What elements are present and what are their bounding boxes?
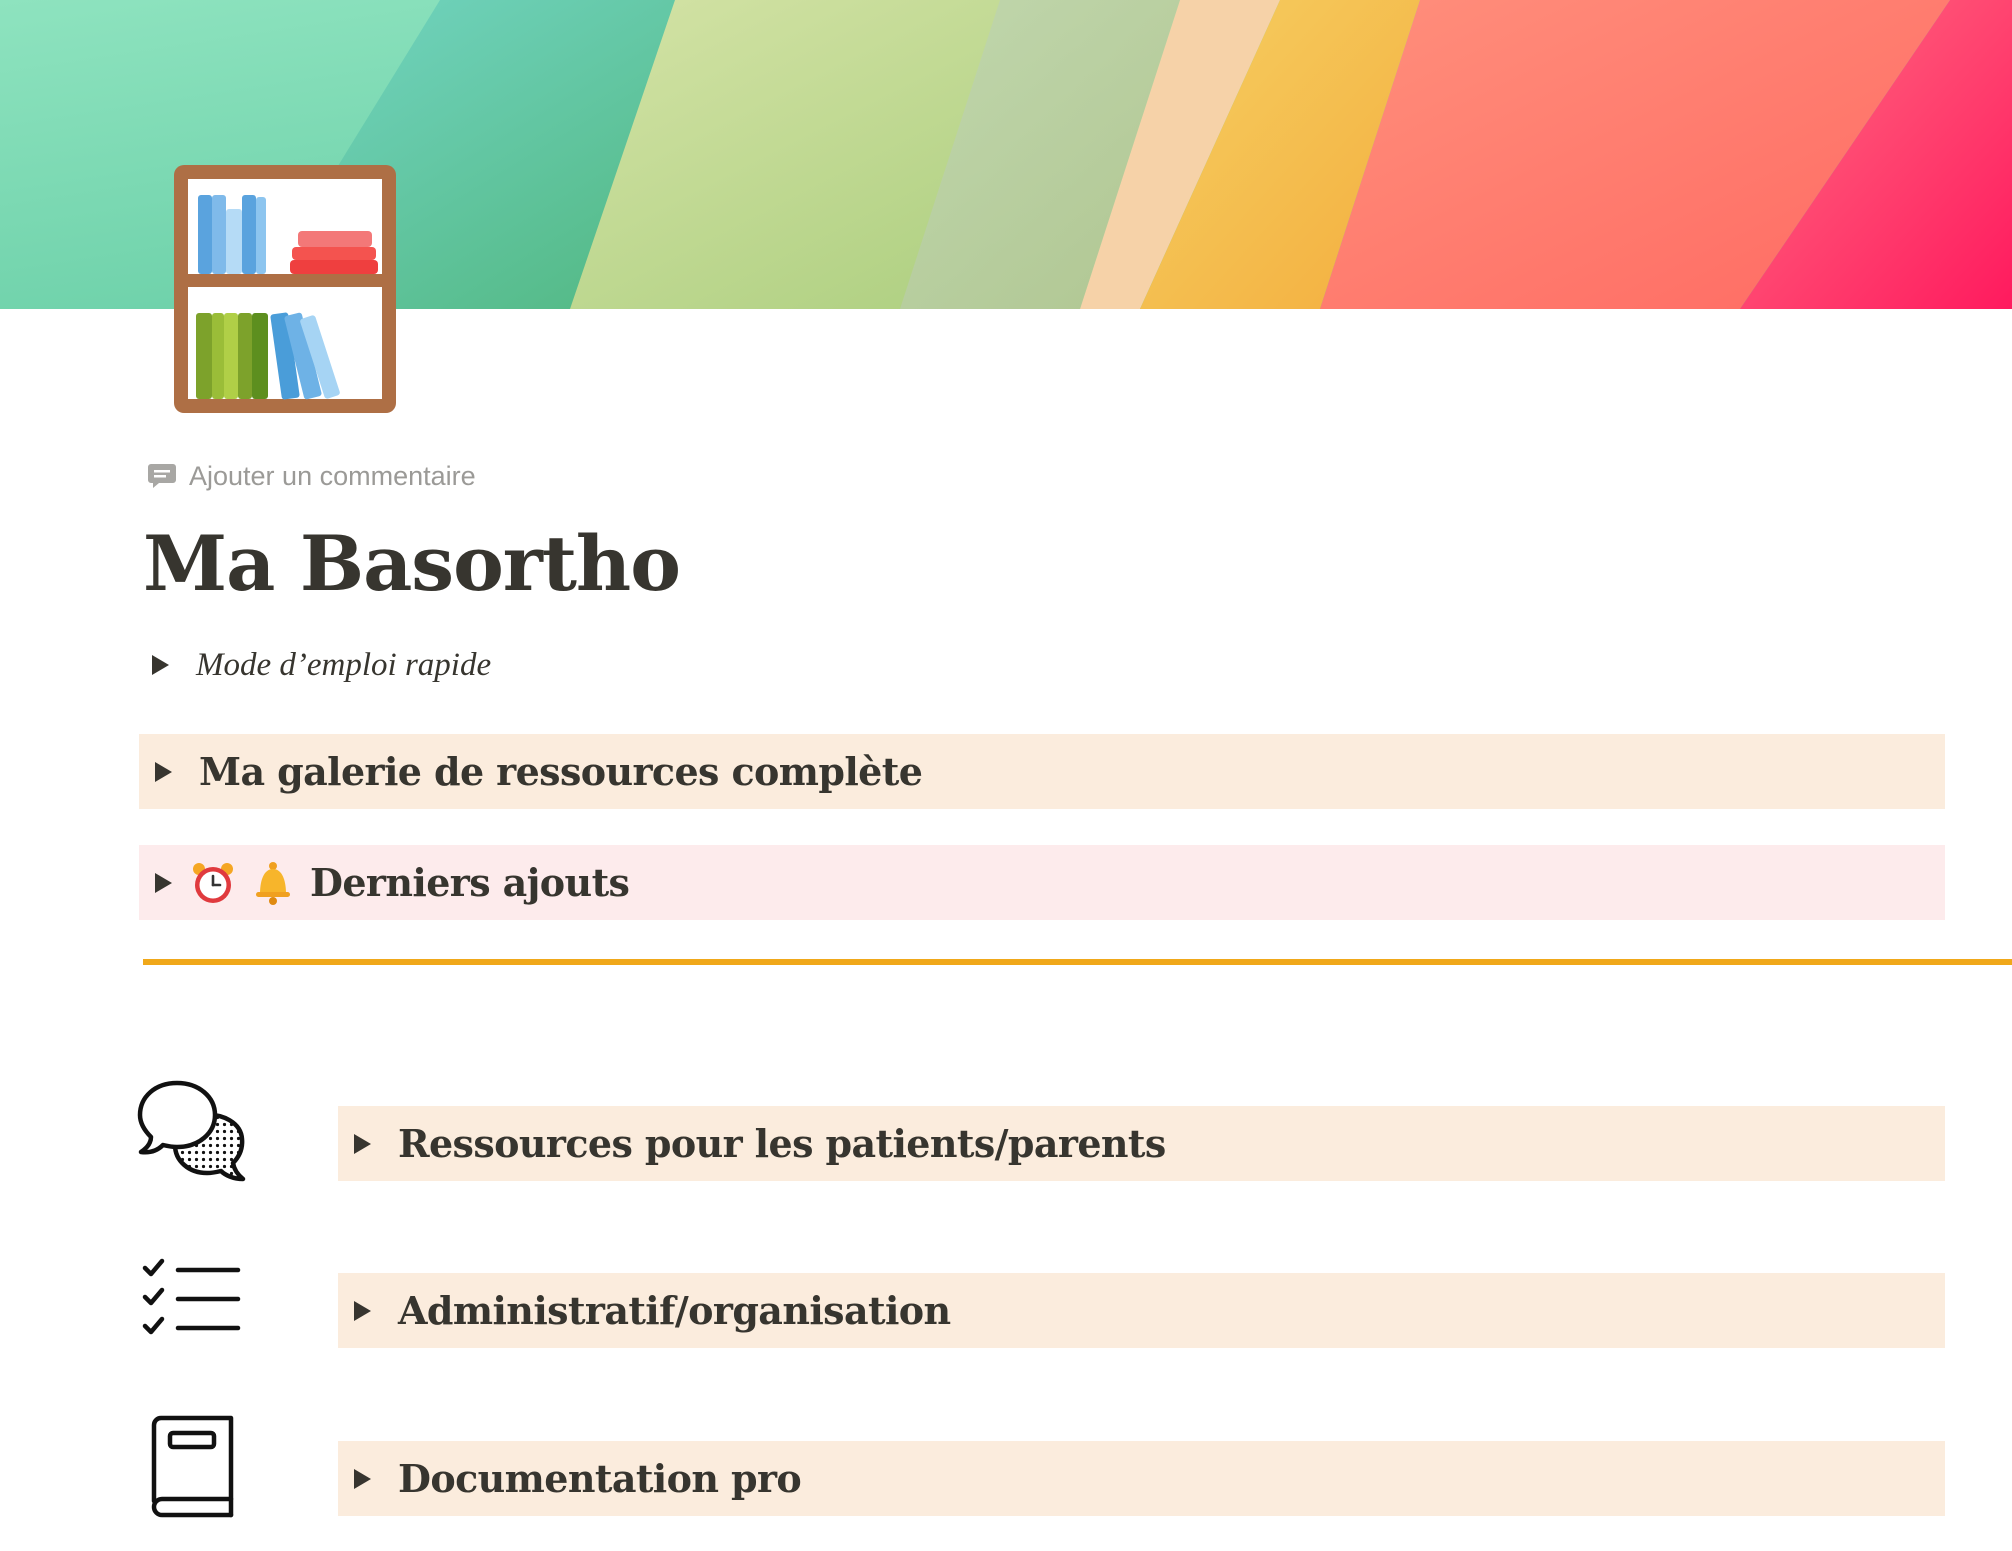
toggle-heading-label: Administratif/organisation [398, 1288, 951, 1333]
toggle-heading-label: Ressources pour les patients/parents [398, 1121, 1166, 1166]
toggle-label: Mode d’emploi rapide [196, 646, 492, 683]
add-comment-label: Ajouter un commentaire [189, 460, 476, 491]
toggle-arrow-icon[interactable] [354, 1469, 371, 1489]
toggle-heading-label: Derniers ajouts [310, 860, 630, 905]
toggle-arrow-icon[interactable] [354, 1301, 371, 1321]
speech-bubbles-icon [137, 1079, 249, 1183]
toggle-heading-derniers-ajouts[interactable] [139, 845, 1945, 920]
toggle-arrow-icon[interactable] [152, 655, 169, 675]
divider [143, 959, 2012, 965]
toggle-heading-label: Ma galerie de ressources complète [199, 749, 923, 794]
toggle-heading-label: Documentation pro [398, 1456, 802, 1501]
bookshelf-icon[interactable] [172, 163, 398, 415]
toggle-heading-administratif[interactable] [338, 1273, 1945, 1348]
toggle-heading-galerie[interactable] [139, 734, 1945, 809]
toggle-arrow-icon[interactable] [155, 873, 172, 893]
comment-icon [147, 462, 177, 490]
bell-icon [250, 860, 296, 906]
toggle-arrow-icon[interactable] [354, 1134, 371, 1154]
checklist-icon [142, 1258, 242, 1342]
toggle-arrow-icon[interactable] [155, 762, 172, 782]
page-title[interactable]: Ma Basortho [143, 519, 680, 608]
toggle-heading-ressources[interactable] [338, 1106, 1945, 1181]
toggle-mode-emploi[interactable] [152, 640, 491, 690]
add-comment-button[interactable] [147, 456, 476, 496]
alarm-clock-icon [190, 860, 236, 906]
book-icon [146, 1415, 238, 1521]
toggle-heading-documentation[interactable] [338, 1441, 1945, 1516]
